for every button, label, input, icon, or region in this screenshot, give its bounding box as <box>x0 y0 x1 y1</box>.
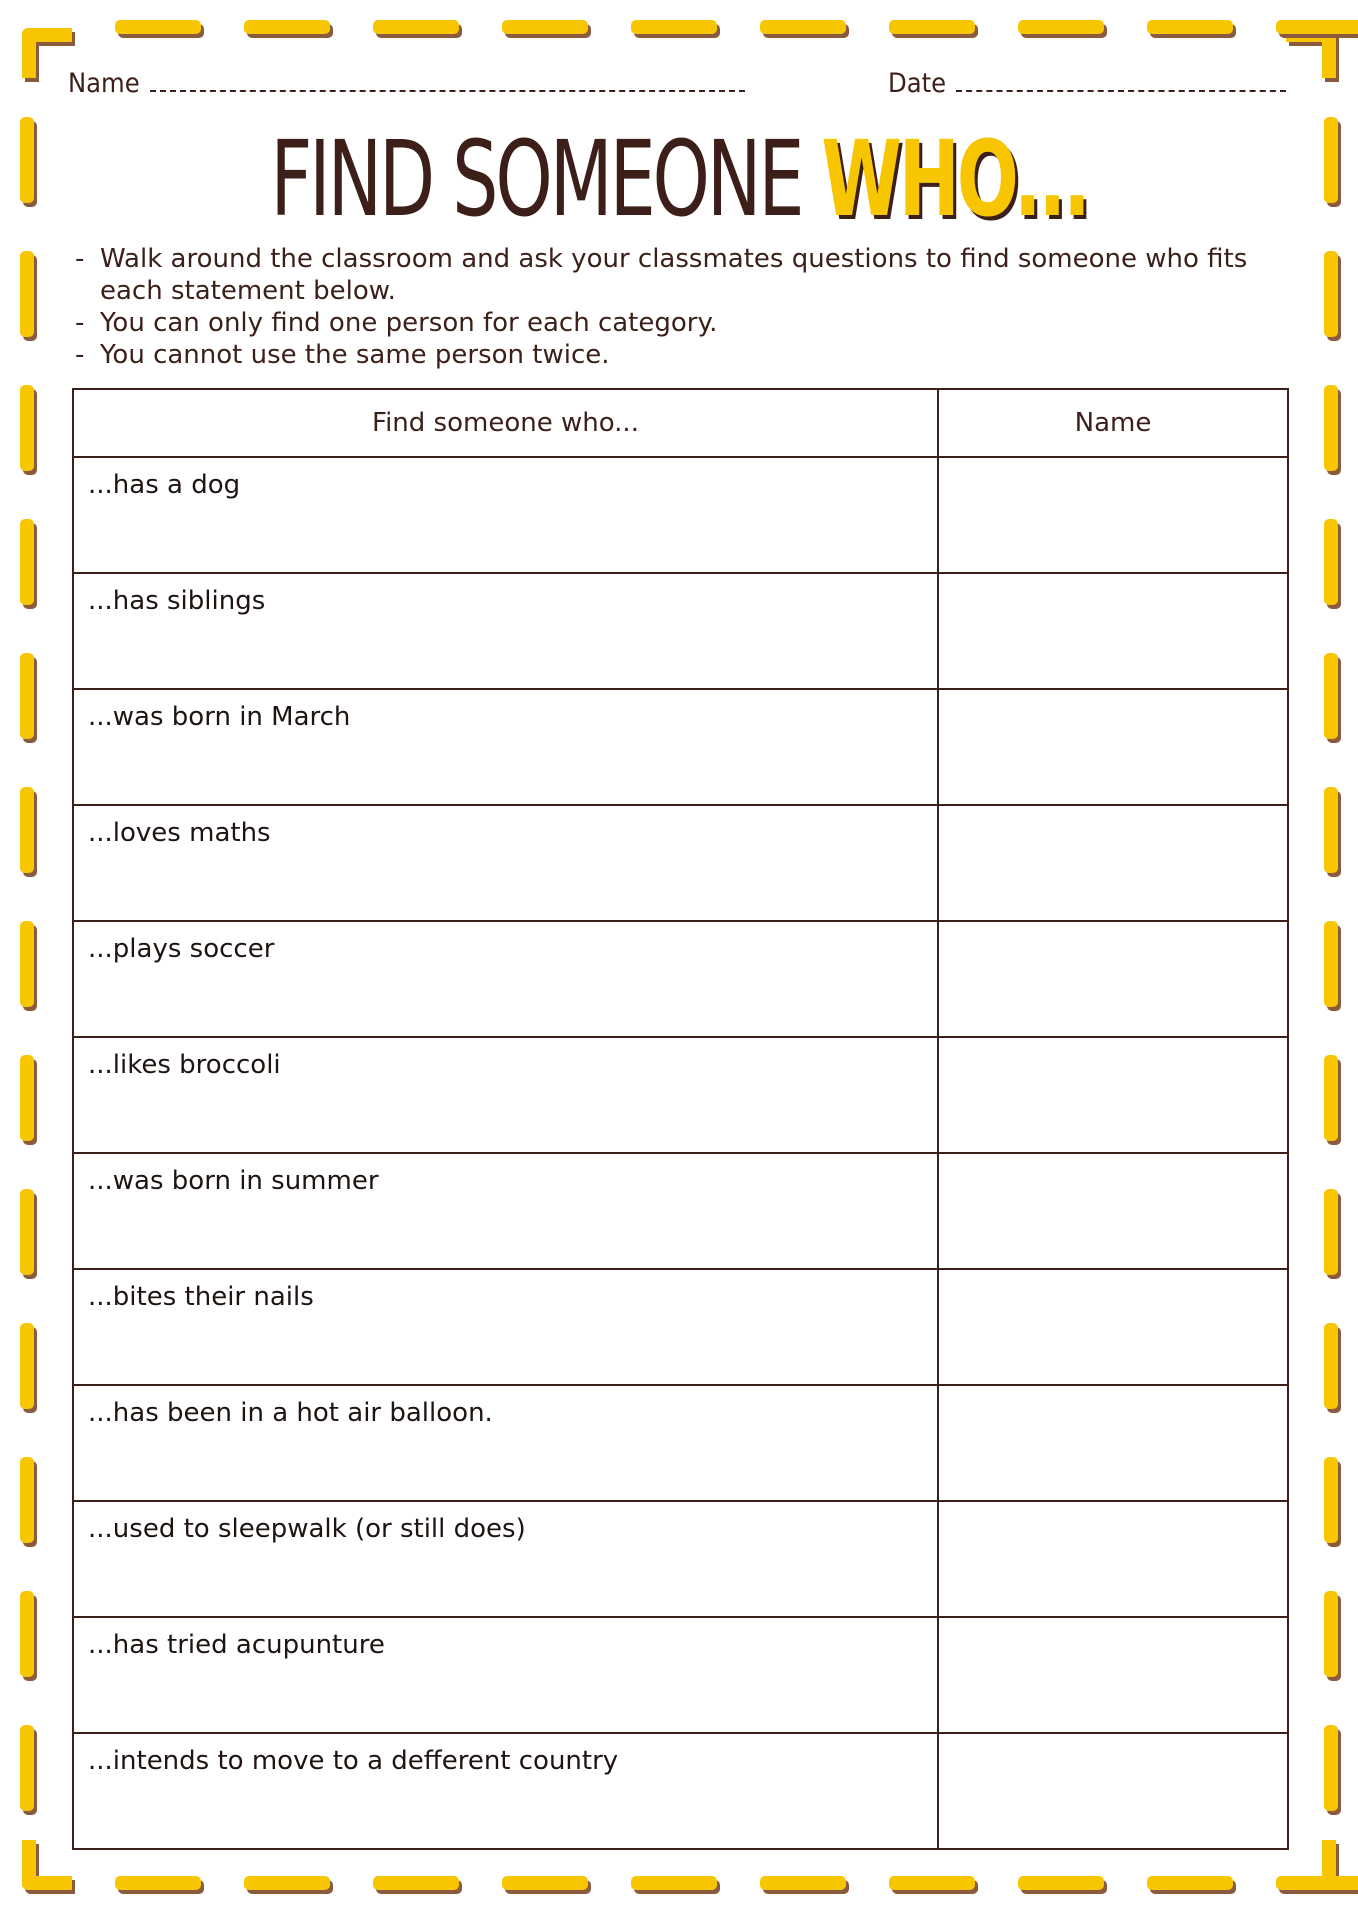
statement-cell: ...bites their nails <box>73 1269 938 1385</box>
border-dash <box>1324 787 1338 873</box>
statement-cell: ...has a dog <box>73 457 938 573</box>
border-dash <box>1018 1876 1104 1890</box>
border-dash <box>502 20 588 34</box>
name-blank-line[interactable] <box>150 70 745 92</box>
border-dash <box>20 251 34 337</box>
statement-cell: ...intends to move to a defferent country <box>73 1733 938 1849</box>
name-cell[interactable] <box>938 573 1288 689</box>
border-dash <box>20 117 34 203</box>
border-dash <box>20 1591 34 1677</box>
border-dash <box>1324 1055 1338 1141</box>
border-dash <box>244 20 330 34</box>
corner-top-right <box>1286 28 1336 78</box>
table-row <box>73 1153 1288 1269</box>
border-dash <box>1324 251 1338 337</box>
table-row <box>73 921 1288 1037</box>
page-title <box>149 118 1208 240</box>
name-cell[interactable] <box>938 1733 1288 1849</box>
border-dash <box>760 1876 846 1890</box>
border-dash <box>889 20 975 34</box>
name-cell[interactable] <box>938 1269 1288 1385</box>
name-cell[interactable] <box>938 921 1288 1037</box>
border-dash <box>373 1876 459 1890</box>
border-dash <box>1276 1876 1358 1890</box>
statement-cell: ...has been in a hot air balloon. <box>73 1385 938 1501</box>
name-cell[interactable] <box>938 1617 1288 1733</box>
instructions-list <box>72 243 1287 371</box>
column-header-statement: Find someone who... <box>73 389 938 457</box>
border-dash <box>20 519 34 605</box>
corner-bottom-right <box>1286 1840 1336 1890</box>
table-row <box>73 1269 1288 1385</box>
table-row <box>73 1501 1288 1617</box>
border-dash <box>20 653 34 739</box>
border-dash <box>1324 921 1338 1007</box>
border-dash <box>20 1725 34 1811</box>
statement-cell: ...plays soccer <box>73 921 938 1037</box>
border-dash <box>1276 20 1358 34</box>
border-dash <box>1324 117 1338 203</box>
statement-cell: ...was born in March <box>73 689 938 805</box>
table-row <box>73 1385 1288 1501</box>
statement-cell: ...loves maths <box>73 805 938 921</box>
name-cell[interactable] <box>938 1385 1288 1501</box>
name-cell[interactable] <box>938 1501 1288 1617</box>
table-row <box>73 1617 1288 1733</box>
find-someone-table <box>72 388 1289 1850</box>
name-cell[interactable] <box>938 1037 1288 1153</box>
name-cell[interactable] <box>938 1153 1288 1269</box>
title-part-1: FIND SOMEONE <box>270 118 822 240</box>
border-dash <box>1324 1725 1338 1811</box>
table-row <box>73 1733 1288 1849</box>
statement-cell: ...has tried acupunture <box>73 1617 938 1733</box>
statement-cell: ...likes broccoli <box>73 1037 938 1153</box>
border-dash <box>20 1055 34 1141</box>
corner-bottom-left <box>22 1840 72 1890</box>
table-row <box>73 457 1288 573</box>
border-dash <box>20 1457 34 1543</box>
border-dash <box>1324 1189 1338 1275</box>
border-dash <box>1324 1457 1338 1543</box>
table-row <box>73 573 1288 689</box>
title-part-2: WHO... <box>821 118 1088 240</box>
border-dash <box>631 1876 717 1890</box>
instruction-item: - You cannot use the same person twice. <box>72 339 1287 371</box>
table-row <box>73 1037 1288 1153</box>
border-dash <box>20 1189 34 1275</box>
name-field <box>68 68 745 99</box>
border-dash <box>1324 1323 1338 1409</box>
table-row <box>73 805 1288 921</box>
name-label: Name <box>68 68 140 99</box>
date-field <box>888 68 1286 99</box>
border-dash <box>115 1876 201 1890</box>
border-dash <box>1147 1876 1233 1890</box>
border-dash <box>760 20 846 34</box>
border-dash <box>502 1876 588 1890</box>
border-dash <box>631 20 717 34</box>
table-row <box>73 689 1288 805</box>
border-dash <box>1018 20 1104 34</box>
instruction-item: - You can only find one person for each category. <box>72 307 1287 339</box>
border-dash <box>1147 20 1233 34</box>
date-label: Date <box>888 68 947 99</box>
border-dash <box>1324 653 1338 739</box>
border-dash <box>373 20 459 34</box>
column-header-name: Name <box>938 389 1288 457</box>
name-cell[interactable] <box>938 457 1288 573</box>
corner-top-left <box>22 28 72 78</box>
border-dash <box>1324 519 1338 605</box>
table-header-row <box>73 389 1288 457</box>
instruction-item: - Walk around the classroom and ask your classmates questions to find someone who fits each statement below. <box>72 243 1287 307</box>
statement-cell: ...has siblings <box>73 573 938 689</box>
border-dash <box>20 921 34 1007</box>
border-dash <box>20 1323 34 1409</box>
statement-cell: ...was born in summer <box>73 1153 938 1269</box>
border-dash <box>20 787 34 873</box>
border-dash <box>1324 385 1338 471</box>
date-blank-line[interactable] <box>956 70 1286 92</box>
border-dash <box>244 1876 330 1890</box>
name-cell[interactable] <box>938 689 1288 805</box>
border-dash <box>889 1876 975 1890</box>
border-dash <box>20 385 34 471</box>
border-dash <box>1324 1591 1338 1677</box>
statement-cell: ...used to sleepwalk (or still does) <box>73 1501 938 1617</box>
name-cell[interactable] <box>938 805 1288 921</box>
border-dash <box>115 20 201 34</box>
